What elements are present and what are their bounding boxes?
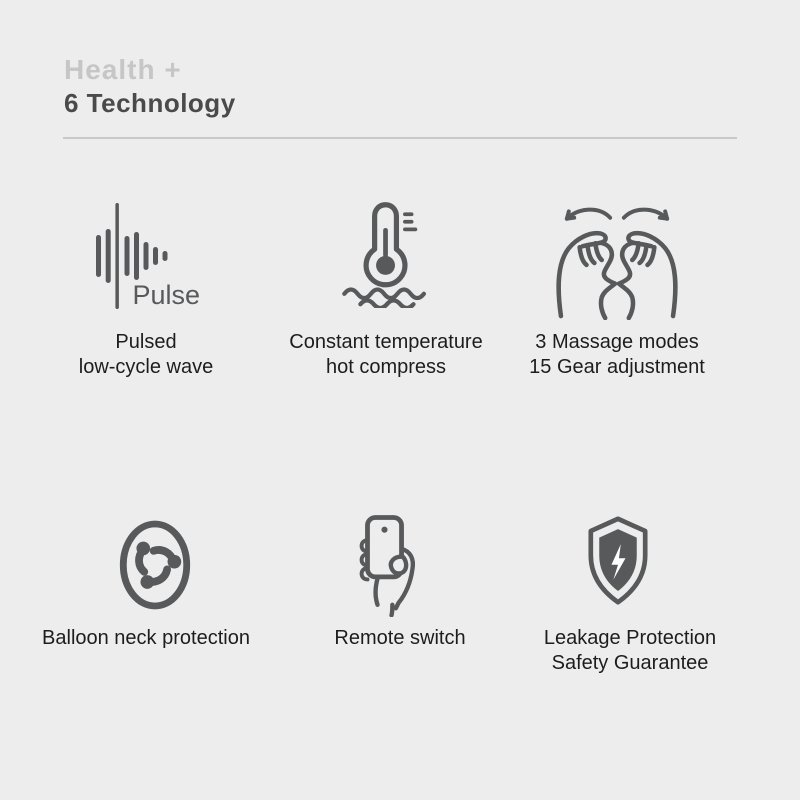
page-title: 6 Technology: [64, 88, 236, 118]
brand-text: Health +: [64, 54, 182, 85]
header-divider: [63, 137, 737, 139]
feature-label: Safety Guarantee: [551, 652, 709, 674]
feature-label: Remote switch: [334, 627, 466, 649]
feature-label: low-cycle wave: [78, 356, 214, 378]
feature-label: Pulsed: [115, 331, 177, 353]
feature-label: Leakage Protection: [543, 627, 717, 649]
feature-label: hot compress: [325, 356, 447, 378]
feature-label: 15 Gear adjustment: [529, 356, 705, 378]
feature-massage-modes: [497, 196, 737, 380]
massage-hands-icon: [550, 202, 684, 320]
feature-label: Balloon neck protection: [42, 627, 250, 649]
thermometer-icon: [329, 200, 443, 308]
feature-leakage-safety: [504, 506, 756, 676]
feature-hot-compress: [266, 196, 506, 380]
feature-neck-protection: [26, 506, 266, 651]
feature-label: 3 Massage modes: [535, 331, 699, 353]
balloon-ring-icon: [114, 516, 196, 614]
shield-lightning-icon: [587, 516, 649, 606]
remote-in-hand-icon: [353, 514, 423, 617]
feature-pulse: [26, 196, 266, 380]
header: [64, 54, 236, 118]
pulse-icon-word: Pulse: [132, 280, 201, 310]
feature-label: Constant temperature: [289, 331, 483, 353]
pulse-wave-icon: [96, 202, 201, 312]
feature-remote-switch: [280, 506, 520, 651]
